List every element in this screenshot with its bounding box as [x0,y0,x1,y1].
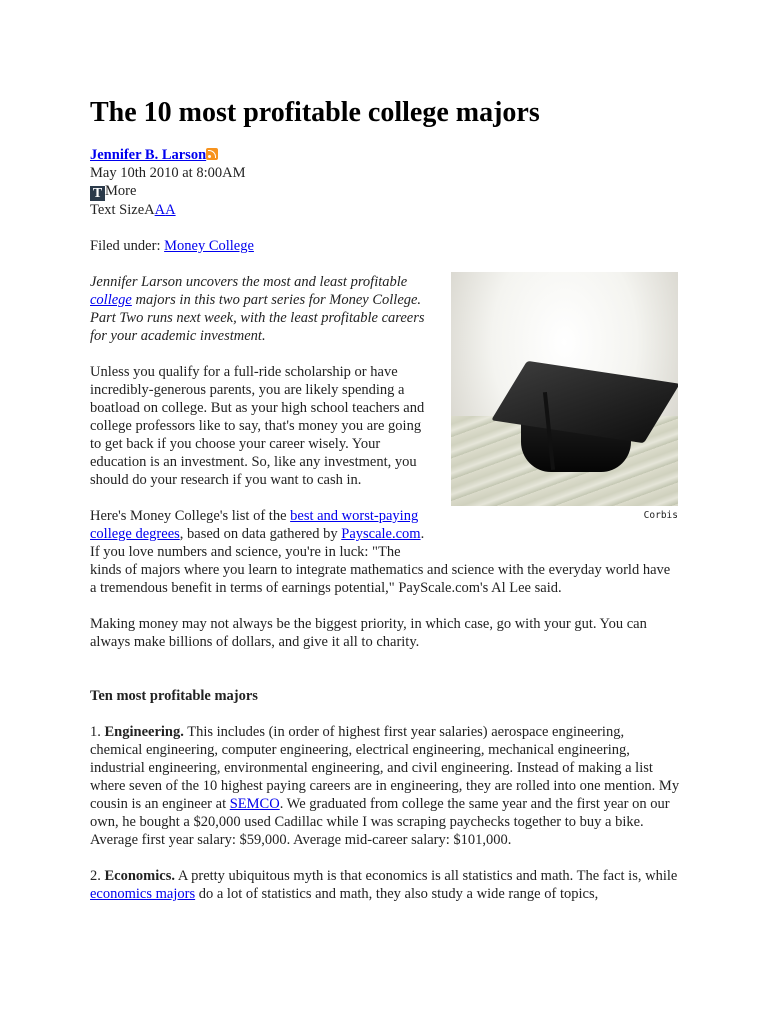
major-name: Economics. [104,868,175,884]
intro-paragraph: Jennifer Larson uncovers the most and least profitable college majors in this two part series for Money College. Part Two runs next week, with the least profitable careers for your academic investment. [90,274,425,344]
college-link[interactable]: college [90,292,132,308]
rss-icon[interactable] [206,148,218,160]
text-size-medium[interactable]: A [154,202,166,218]
best-worst-paying-link[interactable]: best and worst-paying [290,508,419,524]
text-size-large[interactable]: A [165,202,176,218]
economics-majors-link[interactable]: economics majors [90,886,196,902]
filed-under-link[interactable]: Money College [164,238,254,254]
t-icon[interactable]: T [90,186,105,201]
byline [90,146,680,164]
paragraph-1: Unless you qualify for a full-ride scholarship or have incredibly-generous parents, you are likely spending a boatload on college. But as your high school teachers and college professors like to say, that's money you are going to get back if you choose your career wisely. Your education is an investment. So, like any investment, you should do your research if you want to cash in. [90,364,425,488]
image-credit: Corbis [643,510,678,521]
paragraph-3: Making money may not always be the biggest priority, in which case, go with your gut. You can always make billions of dollars, and give it all to charity. [90,616,647,650]
salary-line: Average first year salary: $59,000. Average mid-career salary: $101,000. [90,832,512,848]
semco-link[interactable]: SEMCO [229,796,280,812]
text-size-row [90,201,680,219]
text-size-small[interactable]: A [144,202,155,218]
text-size-label: Text Size [90,202,145,218]
section-heading: Ten most profitable majors [90,688,258,704]
list-item-engineering: 1. Engineering. This includes (in order of highest first year salaries) aerospace engineering, chemical engineering, computer engineering, electrical engineering, mechanical engineering, industrial engineering, environmental engineering, and civil engineering. Instead of making a list where seven of the 10 highest paying careers are in engineering, they are rolled into one mention. My cousin is an engineer at SEMCO. We graduated from college the same year and the first year on our own, he bought a $20,000 used Cadillac while I was scraping paychecks together to buy a bike. Average first year salary: $59,000. Average mid-career salary: $101,000. [90,724,680,848]
more-row [90,182,680,201]
payscale-link[interactable]: Payscale.com [341,526,421,542]
major-name: Engineering. [104,724,184,740]
author-link[interactable]: Jennifer B. Larson [90,147,207,163]
filed-under: Filed under: Money College [90,238,254,254]
paragraph-2: Here's Money College's list of the best and worst-paying college degrees, based on data gathered by Payscale.com. If you love numbers and science, you're in luck: "The kinds of majors where you learn to integrate mathematics and science with the everyday world have a tremendous benefit in terms of earnings potential," PayScale.com's Al Lee said. [90,508,671,596]
page-title: The 10 most profitable college majors [90,97,540,128]
article-date: May 10th 2010 at 8:00AM [90,165,246,181]
college-degrees-link[interactable]: college degrees [90,526,180,542]
list-item-economics: 2. Economics. A pretty ubiquitous myth is that economics is all statistics and math. The fact is, while economics majors do a lot of statistics and math, they also study a wide range of topics, [90,868,678,902]
graduation-cap-image [451,272,678,506]
more-label[interactable]: More [105,183,137,199]
